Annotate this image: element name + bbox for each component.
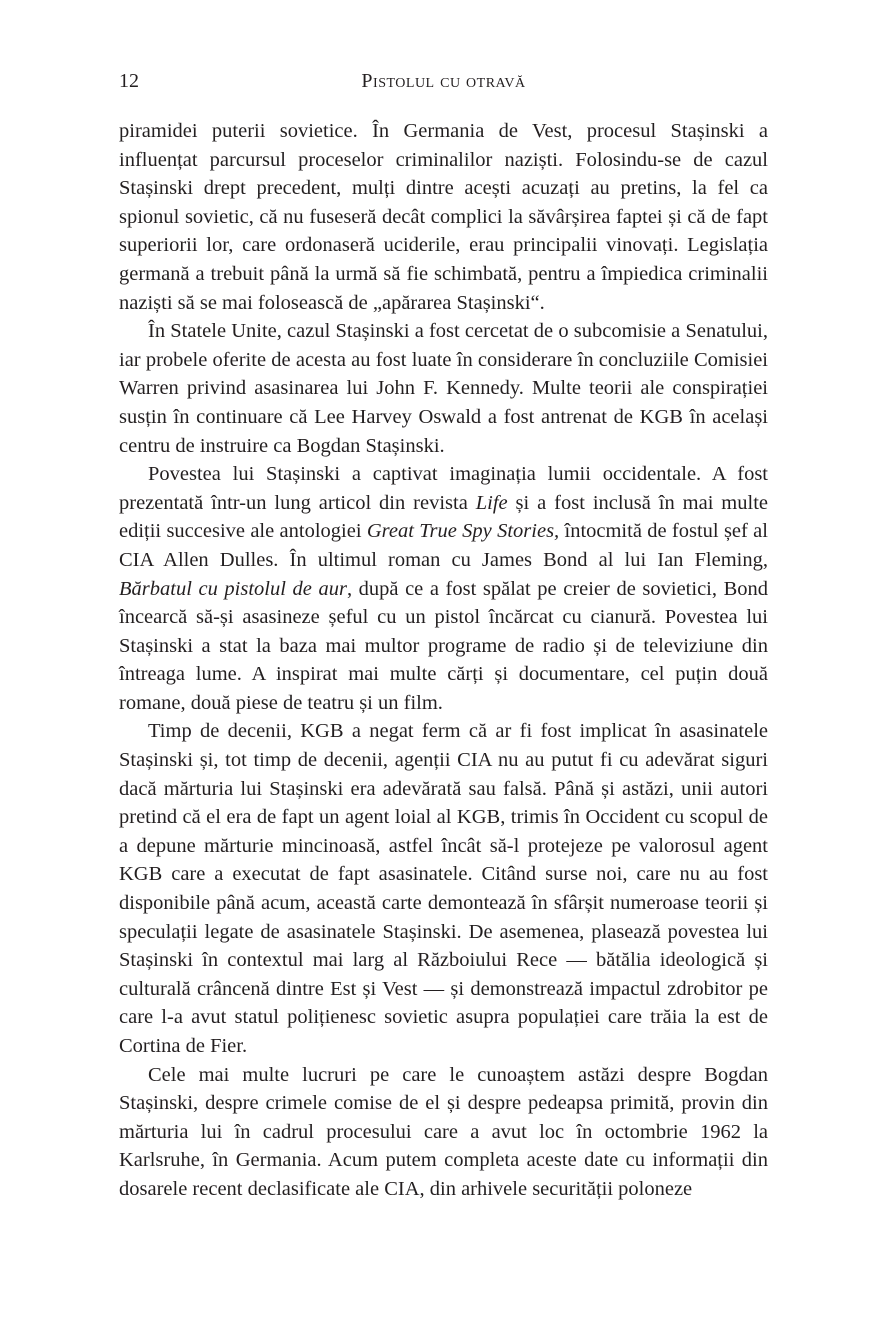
paragraph-1 bbox=[119, 117, 768, 317]
paragraph-5 bbox=[119, 1061, 768, 1204]
paragraph-3 bbox=[119, 460, 768, 717]
paragraph-text: Cele mai multe lucruri pe care le cunoaștem astăzi despre Bogdan Stașinski, despre crimele comise de el și despre pedeapsa primită, provin din mărturia lui în cadrul procesului care a avut loc în octombrie 1962 la Karlsruhe, în Germania. Acum putem completa aceste date cu informații din dosarele recent declasificate ale CIA, din arhivele securității poloneze bbox=[119, 1063, 768, 1200]
paragraph-2 bbox=[119, 317, 768, 460]
paragraph-text: întocmită de fostul șef al CIA Allen Dulles. În ultimul roman cu James Bond al lui Ian Fleming, bbox=[119, 520, 768, 571]
paragraph-text: Povestea lui Stașinski a captivat imaginația lumii occidentale. A fost prezentată într-un lung articol din revista bbox=[119, 463, 768, 514]
paragraph-text: În Statele Unite, cazul Stașinski a fost cercetat de o subcomisie a Senatului, iar probele oferite de acesta au fost luate în considerare în concluziile Comisiei Warren privind asasinarea lui John F. Kennedy. Multe teorii ale conspirației susțin în continuare că Lee Harvey Oswald a fost antrenat de KGB în același centru de instruire ca Bogdan Stașinski. bbox=[119, 320, 768, 457]
paragraph-4 bbox=[119, 717, 768, 1060]
paragraph-text: și a fost inclusă în mai multe ediții succesive ale antologiei bbox=[119, 491, 768, 543]
running-title: Pistolul cu otravă bbox=[361, 70, 526, 92]
italic-magazine-title: Life bbox=[475, 491, 508, 514]
page-number: 12 bbox=[119, 70, 139, 92]
italic-anthology-title: Great True Spy Stories, bbox=[366, 520, 560, 543]
paragraph-text: Timp de decenii, KGB a negat ferm că ar fi fost implicat în asasinatele Stașinski și, tot timp de decenii, agenții CIA nu au putut fi cu adevărat siguri dacă mărturia lui Stașinski era adevărată sau falsă. Până și astăzi, unii autori pretind că el era de fapt un agent loial al KGB, trimis în Occident cu scopul de a depune mărturie mincinoasă, astfel încât să-l protejeze pe valorosul agent KGB care a executat de fapt asasinatele. Citând surse noi, care nu au fost disponibile până acum, această carte demontează în sfârșit numeroase teorii și speculații legate de asasinatele Stașinski. De asemenea, plasează povestea lui Stașinski în contextul mai larg al Războiului Rece — bătălia ideologică și culturală crâncenă dintre Est și Vest — și demonstrează impactul zdrobitor pe care l-a avut statul polițienesc sovietic asupra populației care trăia la est de Cortina de Fier. bbox=[119, 720, 768, 1057]
paragraph-text: piramidei puterii sovietice. În Germania de Vest, procesul Stașinski a influențat parcursul proceselor criminalilor naziști. Folosindu-se de cazul Stașinski drept precedent, mulți dintre acești acuzați au pretins, la fel ca spionul sovietic, că nu fuseseră decât complici la săvârșirea faptei și că de fapt superiorii lor, care ordonaseră uciderile, erau principalii vinovați. Legislația germană a trebuit până la urmă să fie schimbată, pentru a împiedica criminalii naziști să se mai folosească de „apărarea Stașinski“. bbox=[119, 120, 768, 314]
paragraph-text: , după ce a fost spălat pe creier de sovietici, Bond încearcă să-și asasineze șeful cu un pistol încărcat cu cianură. Povestea lui Stașinski a stat la baza mai multor programe de radio și de televiziune din întreaga lume. A inspirat mai multe cărți și documentare, cel puțin două romane, două piese de teatru și un film. bbox=[119, 577, 769, 714]
page-header bbox=[119, 70, 768, 96]
body-text bbox=[119, 117, 768, 1204]
italic-novel-title: Bărbatul cu pistolul de aur bbox=[119, 577, 347, 600]
